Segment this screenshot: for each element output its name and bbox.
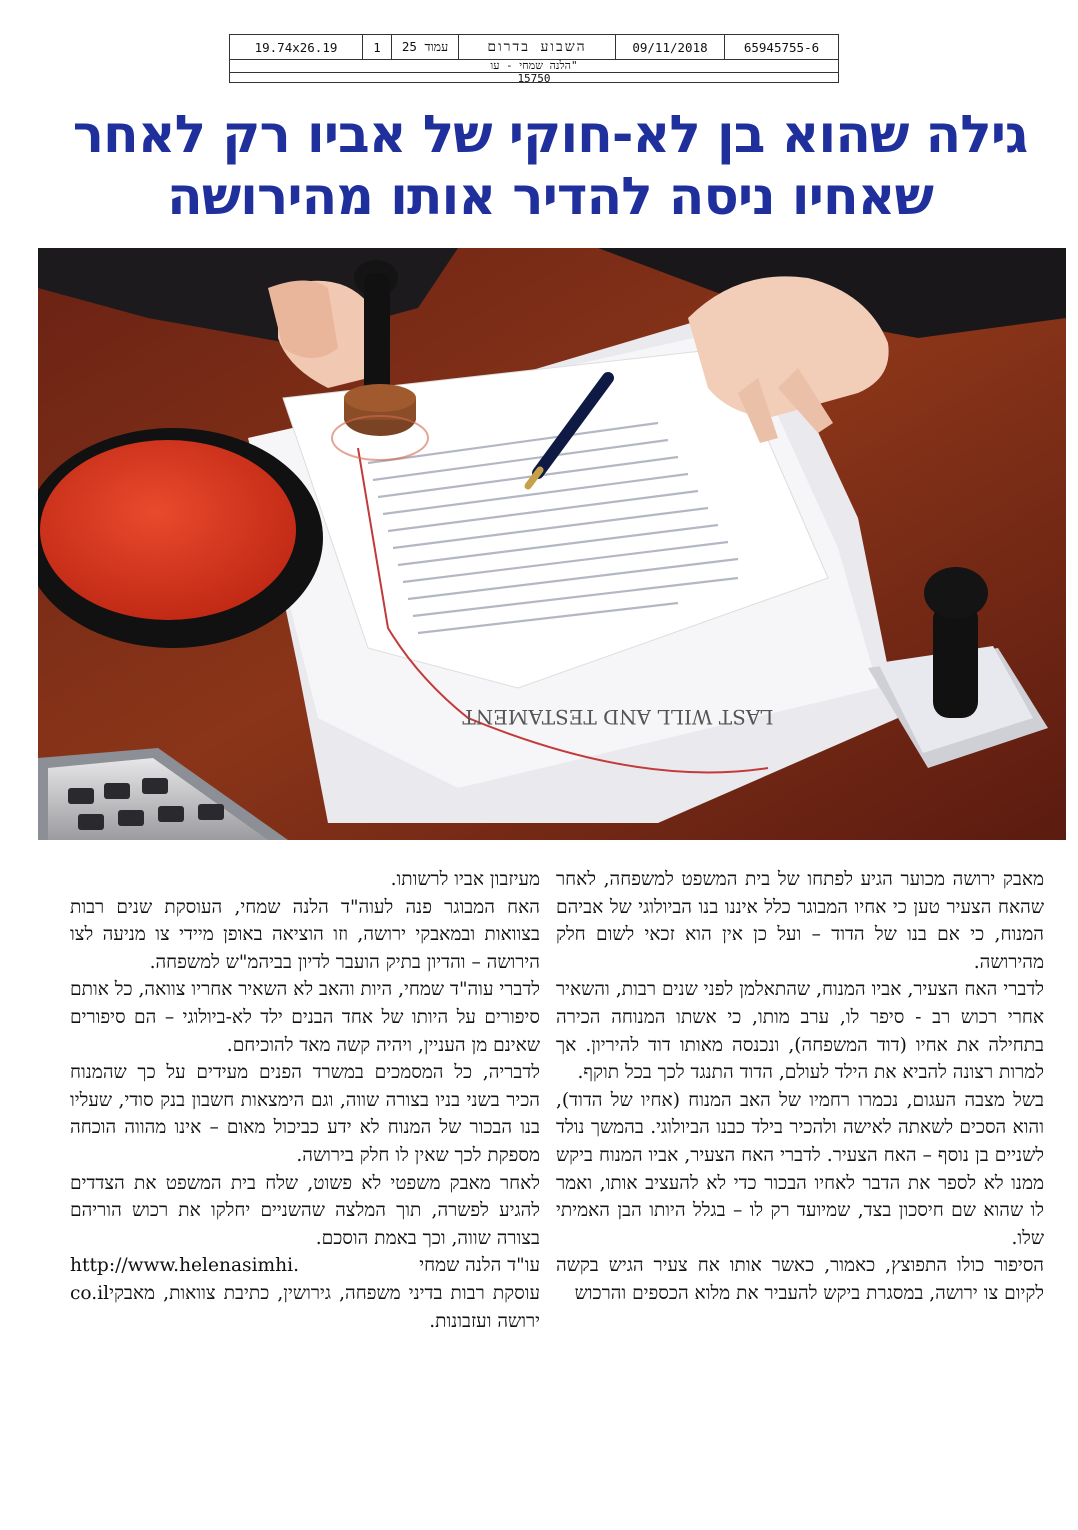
clipping-info-row [230, 35, 838, 60]
article-paragraph: לדברי עוה"ד שמחי, היות והאב לא השאיר אחריו צוואה, כל אותם סיפורים על היותו של אחד הבנים ילד לא-ביולוגי – הם סיפורים שאינם מן העניין, ויהיה קשה מאד להוכיחם. [70, 979, 540, 1056]
document-caption: LAST WILL AND TESTAMENT [462, 705, 774, 729]
author-name: עו"ד הלנה שמחי [419, 1255, 540, 1277]
author-bio-text: עוסקת רבות בדיני משפחה, גירושין, כתיבת צוואות, מאבקי ירושה ועזבונות. [109, 1282, 540, 1332]
article-paragraph: מעיזבון אביו לרשותו. [390, 869, 540, 890]
author-url-part1: http://www.helenasimhi. [70, 1255, 300, 1277]
article-column-right [556, 866, 1044, 1516]
clipping-count: 1 [363, 35, 392, 59]
clipping-info-table [229, 34, 839, 83]
article-column-left [70, 866, 540, 1516]
author-signature [70, 1252, 540, 1280]
clipping-size: 19.74x26.19 [230, 35, 363, 59]
article-paragraph: לדברי האח הצעיר, אביו המנוח, שהתאלמן לפני שנים רבות, והשאיר אחרי רכוש רב - סיפר לו, ערב מותו, כי אשתו המנוחה הכירה בתחילה את אחיו (דוד המשפחה), ונכנסה מאותו דוד להיריון. אך למרות רצונה להביא את הילד לעולם, הדוד התנגד לכך בכל תוקף. [556, 979, 1044, 1084]
clipping-code: 15750 [517, 72, 551, 85]
clipping-page: עמוד 25 [392, 35, 459, 59]
article-headline [60, 104, 1040, 228]
article-paragraph: מאבק ירושה מכוער הגיע לפתחו של בית המשפט למשפחה, לאחר שהאח הצעיר טען כי אחיו המבוגר כלל איננו בנו הביולוגי של אביהם המנוח, כי אם בנו של הדוד – ועל כן אין הוא זכאי לשום חלק מהירושה. [556, 869, 1044, 973]
article-paragraph: בשל מצבה העגום, נכמרו רחמיו של האב המנוח (אחיו של הדוד), והוא הסכים לשאתה לאישה ולהכיר בילד כבנו הביולוגי. בהמשך נולד לשניים בן נוסף – האח הצעיר. לדברי האח הצעיר, אביו המנוח ביקש ממנו לא לספר את הדבר לאחיו הבכור כדי לא להעציב אותו, ואמר לו שהוא שם חיסכון בצד, שמיועד רק לו – בגלל היותו הבן האמיתי שלו. [556, 1089, 1044, 1249]
author-bio [70, 1280, 540, 1335]
article-paragraph: הסיפור כולו התפוצץ, כאמור, כאשר אותו אח צעיר הגיש בקשה לקיום צו ירושה, במסגרת ביקש להעביר את מלוא הכספים והרכוש [556, 1255, 1044, 1304]
headline-line-2: שאחיו ניסה להדיר אותו מהירושה [167, 167, 933, 227]
clipping-client: "הלנה שמחי - עו [230, 60, 838, 73]
headline-line-1: גילה שהוא בן לא-חוקי של אביו רק לאחר [72, 105, 1028, 165]
author-url-part2: co.il [70, 1282, 110, 1304]
article-paragraph: לאחר מאבק משפטי לא פשוט, שלח בית המשפט את הצדדים להגיע לפשרה, תוך המלצה שהשניים יחלקו את רכוש הוריהם בצורה שווה, וכך באמת הוסכם. [70, 1172, 540, 1249]
article-paragraph: האח המבוגר פנה לעוה"ד הלנה שמחי, העוסקת שנים רבות בצוואות ובמאבקי ירושה, וזו הוציאה באופן מיידי צו מניעה לצו הירושה – והדיון בתיק הועבר לדיון בביהמ"ש למשפחה. [70, 896, 540, 973]
clipping-id: 65945755-6 [743, 39, 820, 55]
article-photo [38, 248, 1066, 840]
article-paragraph: לדבריה, כל המסמכים במשרד הפנים מעידים על כך שהמנוח הכיר בשני בניו בצורה שווה, וגם הימצאות חשבון בנק סודי, שעליו בנו הבכור של המנוח לא ידע כביכול מאום – אינו מהווה הוכחה מספקת לכך שאין לו חלק בירושה. [70, 1062, 540, 1166]
clipping-date: 09/11/2018 [616, 35, 725, 59]
clipping-publication: השבוע בדרום [459, 35, 616, 59]
